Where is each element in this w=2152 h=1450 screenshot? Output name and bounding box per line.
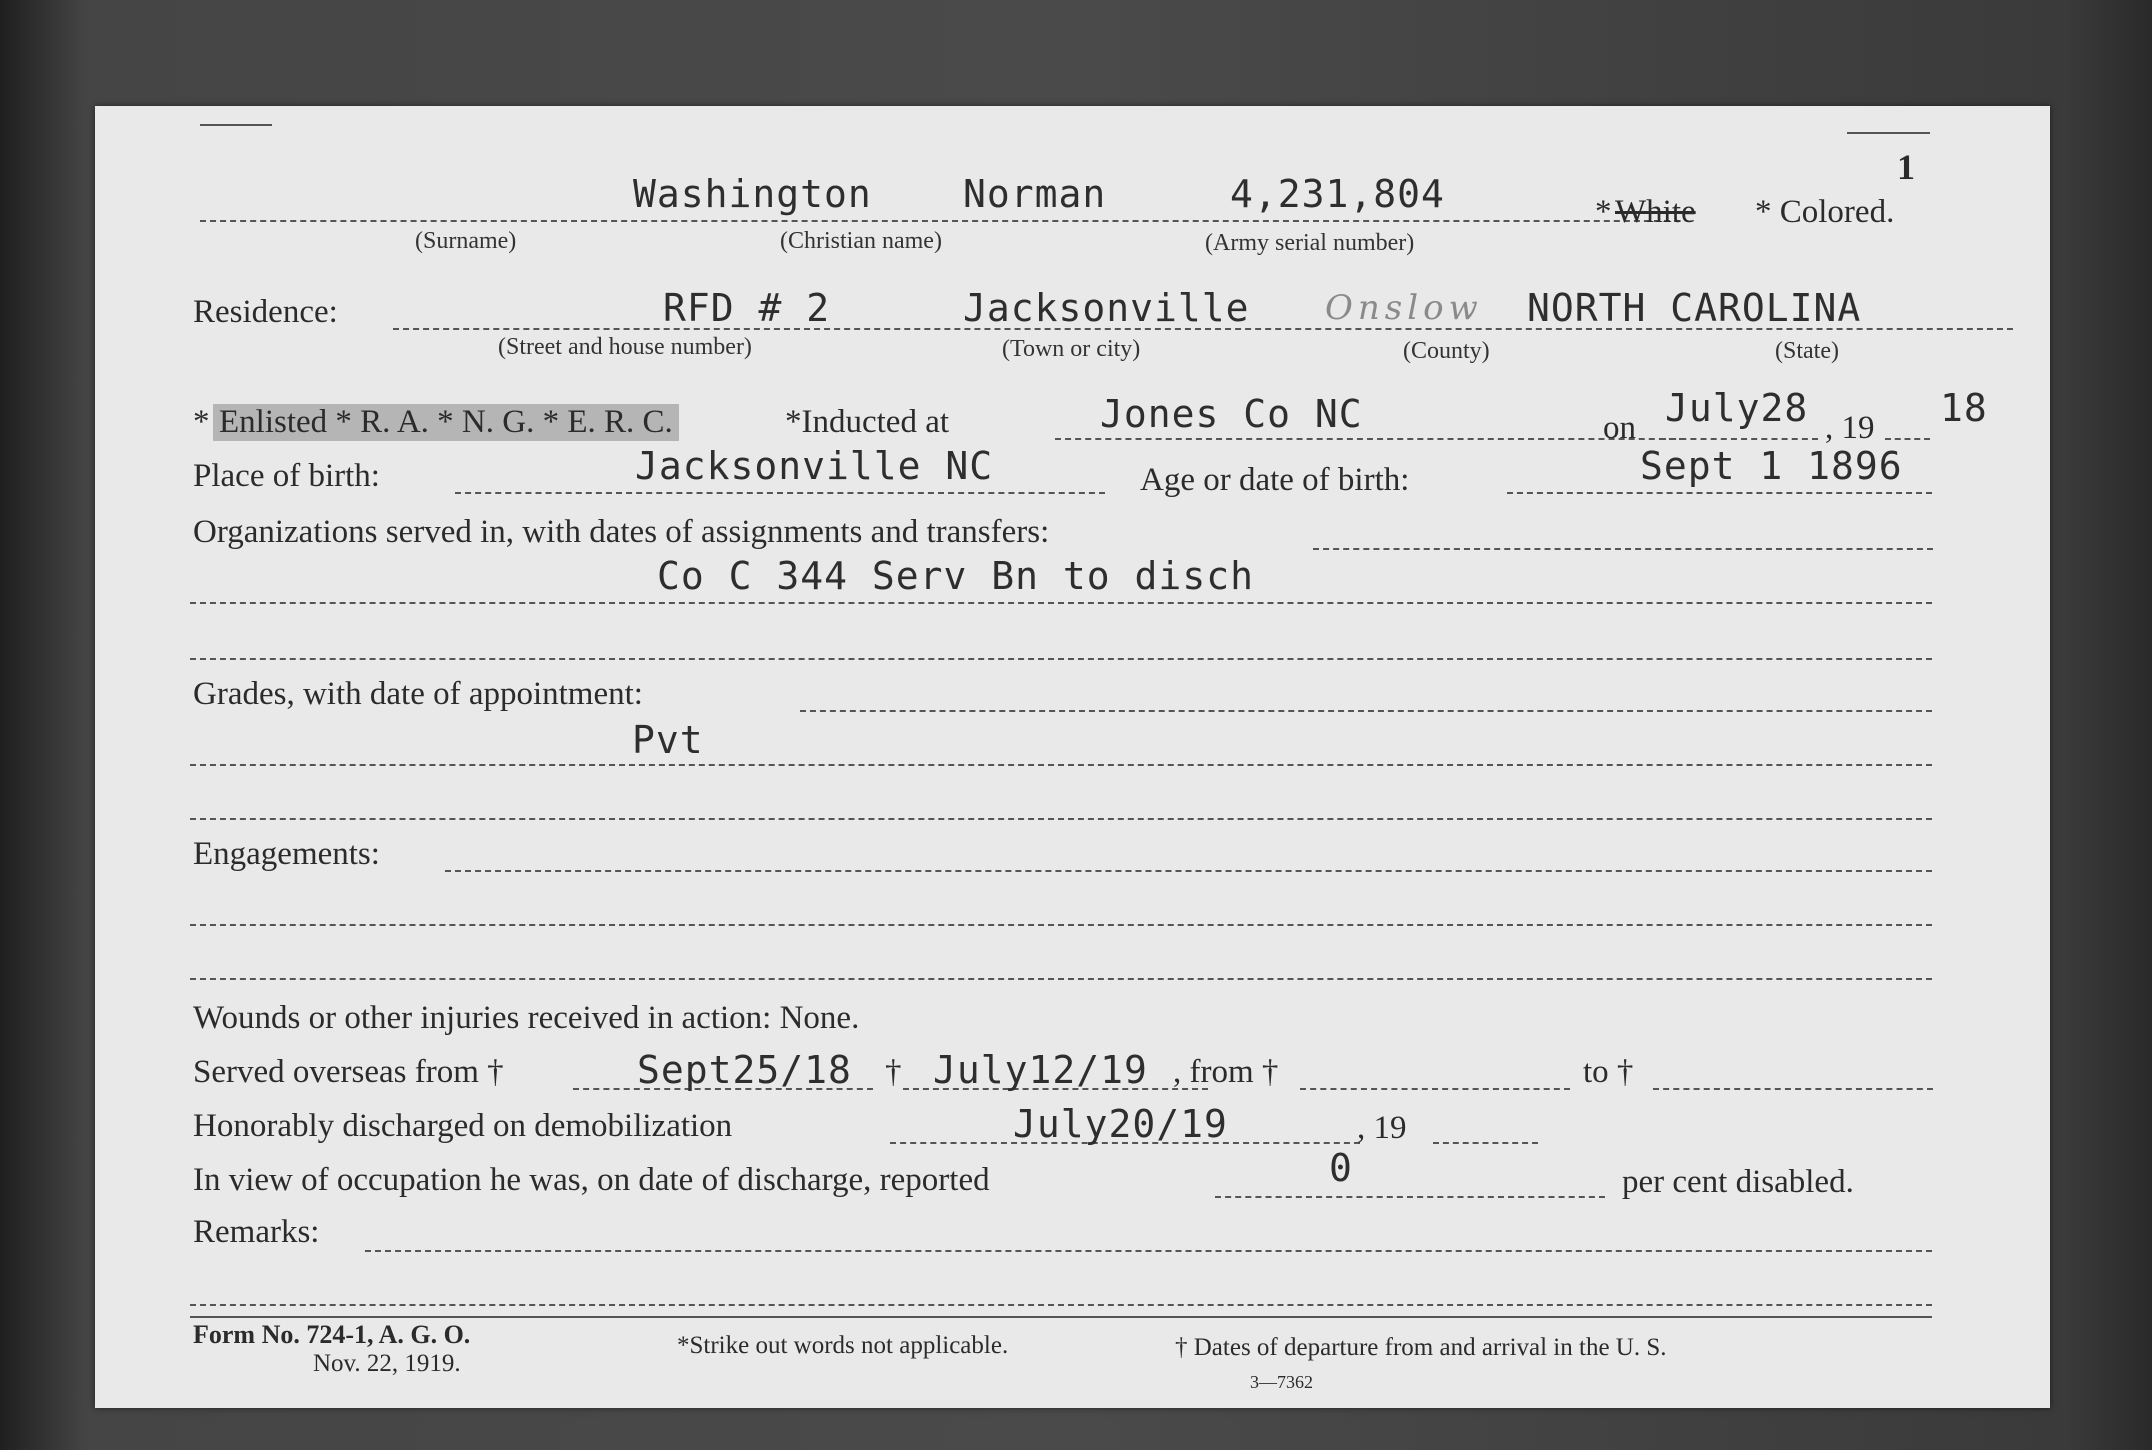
discharge-label: Honorably discharged on demobilization — [193, 1108, 733, 1144]
enlistment-types: Enlisted * R. A. * N. G. * E. R. C. — [213, 404, 679, 441]
engagements-line-2 — [190, 924, 1932, 926]
date-of-birth-value: Sept 1 1896 — [1640, 444, 1903, 488]
draft-card — [95, 106, 2050, 1408]
inducted-at-label: *Inducted at — [785, 404, 950, 440]
inducted-at-line — [1055, 438, 1685, 440]
induction-year-value: 18 — [1940, 386, 1988, 430]
grades-label: Grades, with date of appointment: — [193, 676, 643, 712]
form-date: Nov. 22, 1919. — [313, 1350, 461, 1377]
top-right-rule — [1847, 132, 1930, 134]
strike-out-note: *Strike out words not applicable. — [677, 1332, 1009, 1359]
discharge-year-label: , 19 — [1357, 1110, 1407, 1146]
organizations-line-1 — [1313, 548, 1933, 550]
enlistment-star: * — [193, 404, 210, 440]
engagements-line-1 — [445, 870, 1932, 872]
discharge-year-line — [1433, 1142, 1538, 1144]
discharge-date-value: July20/19 — [1013, 1102, 1228, 1146]
overseas-to-value: July12/19 — [933, 1048, 1148, 1092]
town-label: (Town or city) — [1002, 336, 1141, 362]
serial-number-label: (Army serial number) — [1205, 230, 1415, 256]
disability-line — [1215, 1196, 1605, 1198]
race-colored: * Colored. — [1755, 194, 1895, 230]
serial-number-value: 4,231,804 — [1230, 172, 1445, 216]
residence-county-value: Onslow — [1325, 288, 1483, 328]
organizations-line-3 — [190, 658, 1932, 660]
overseas-dagger: † — [885, 1054, 902, 1090]
overseas-to2-label: to † — [1583, 1054, 1634, 1090]
century-label: , 19 — [1825, 410, 1875, 446]
date-of-birth-label: Age or date of birth: — [1140, 462, 1410, 498]
print-code: 3—7362 — [1250, 1372, 1313, 1392]
disability-label: In view of occupation he was, on date of discharge, reported — [193, 1162, 990, 1198]
residence-state-value: NORTH CAROLINA — [1527, 286, 1862, 330]
place-of-birth-line — [455, 492, 1105, 494]
overseas-from-value: Sept25/18 — [637, 1048, 852, 1092]
footer-rule — [190, 1316, 1932, 1318]
form-number: Form No. 724-1, A. G. O. — [193, 1320, 471, 1349]
name-line — [200, 220, 1680, 222]
card-number: 1 — [1897, 147, 1915, 187]
grades-line-3 — [190, 818, 1932, 820]
race-star-1: * — [1595, 194, 1612, 230]
wounds-label: Wounds or other injuries received in action: None. — [193, 1000, 860, 1036]
organizations-line-2 — [190, 602, 1932, 604]
residence-street-value: RFD # 2 — [663, 286, 831, 330]
dates-note: † Dates of departure from and arrival in the U. S. — [1175, 1334, 1667, 1361]
per-cent-disabled-label: per cent disabled. — [1622, 1164, 1854, 1200]
street-label: (Street and house number) — [498, 334, 752, 360]
overseas-to2-line — [1653, 1088, 1933, 1090]
induction-date-line — [1660, 438, 1818, 440]
remarks-line-1 — [365, 1250, 1932, 1252]
grades-value: Pvt — [632, 718, 704, 762]
induction-date-value: July28 — [1665, 386, 1809, 430]
surname-label: (Surname) — [415, 228, 517, 254]
disability-value: 0 — [1329, 1146, 1353, 1190]
overseas-label: Served overseas from † — [193, 1054, 504, 1090]
surname-value: Washington — [633, 172, 872, 216]
date-of-birth-line — [1507, 492, 1932, 494]
race-white: White — [1615, 194, 1696, 230]
overseas-from2-label: , from † — [1173, 1054, 1279, 1090]
residence-town-value: Jacksonville — [963, 286, 1250, 330]
residence-label: Residence: — [193, 294, 338, 330]
on-label: on — [1603, 410, 1636, 446]
organizations-value: Co C 344 Serv Bn to disch — [657, 554, 1254, 598]
christian-name-value: Norman — [963, 172, 1107, 216]
remarks-label: Remarks: — [193, 1214, 320, 1250]
organizations-label: Organizations served in, with dates of assignments and transfers: — [193, 514, 1050, 550]
top-left-rule — [200, 124, 272, 126]
induction-year-line — [1885, 438, 1930, 440]
state-label: (State) — [1775, 338, 1839, 364]
place-of-birth-label: Place of birth: — [193, 458, 380, 494]
remarks-line-2 — [190, 1304, 1932, 1306]
engagements-line-3 — [190, 978, 1932, 980]
overseas-from2-line — [1300, 1088, 1570, 1090]
place-of-birth-value: Jacksonville NC — [635, 444, 994, 488]
grades-line-1 — [800, 710, 1932, 712]
county-label: (County) — [1403, 338, 1490, 364]
engagements-label: Engagements: — [193, 836, 380, 872]
christian-name-label: (Christian name) — [780, 228, 942, 254]
inducted-at-value: Jones Co NC — [1100, 392, 1363, 436]
grades-line-2 — [190, 764, 1932, 766]
